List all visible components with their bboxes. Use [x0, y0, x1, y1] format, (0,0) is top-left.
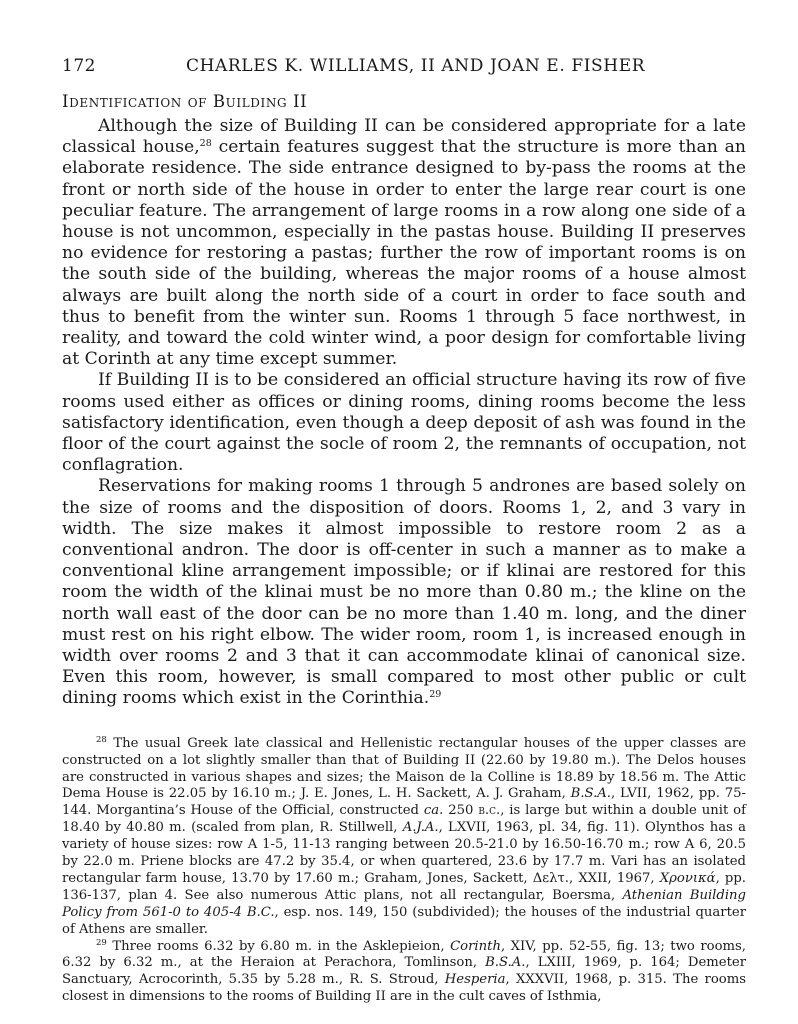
citation-italic: B.S.A.	[570, 786, 611, 802]
citation-italic: Corinth	[450, 938, 501, 954]
running-head	[62, 52, 746, 82]
footnote-ref: 28	[199, 138, 212, 150]
footnote-number: 28	[96, 734, 107, 745]
footnote-28: $^{28}$ The usual Greek late classical and Hellenistic rectangular houses of the upper classes are constructed on a lot slightly smaller than that of Building II (22.60 by 19.80 m.). The Delos houses are constructed in various shapes and sizes; the Maison de la Colline is 18.89 by 18.56 m. The Attic Dema House is 22.05 by 16.10 m.; J. E. Jones, L. H. Sackett, A. J. Graham, B.S.A., LVII, 1962, pp. 75-144. Morgantina’s House of the Official, constructed ca. 250 b.c., is large but within a double unit of 18.40 by 40.80 m. (scaled from plan, R. Stillwell, A.J.A., LXVII, 1963, pl. 34, fig. 11). Olynthos has a variety of house sizes: row A 1-5, 11-13 ranging between 20.5-21.0 by 16.50-16.70 m.; row A 6, 20.5 by 22.0 m. Priene blocks are 47.2 by 35.4, or when quartered, 23.6 by 17.7 m. Vari has an isolated rectangular farm house, 13.70 by 17.60 m.; Graham, Jones, Sackett, Δελτ., XXII, 1967, Χρονικά, pp. 136-137, plan 4. See also numerous Attic plans, not all rectangular, Boersma, Athenian Building Policy from 561-0 to 405-4 B.C., esp. nos. 149, 150 (subdivided); the houses of the industrial quarter of Athens are smaller.	[62, 734, 746, 937]
paragraph	[62, 476, 746, 709]
paragraph	[62, 116, 746, 370]
journal-page	[62, 52, 746, 1006]
greek-citation: Δελτ.	[532, 870, 569, 886]
era-abbrev: b.c.	[478, 803, 501, 819]
citation-italic: ca.	[423, 803, 444, 819]
paragraph-text: If Building II is to be considered an official structure having its row of five rooms used either as offices or dining rooms, dining rooms become the less satisfactory identification, even though a deep deposit of ash was found in the floor of the court against the socle of room 2, the remnants of occupation, not conflagration.	[62, 370, 746, 476]
body-text	[62, 116, 746, 710]
citation-italic: A.J.A.	[402, 820, 439, 836]
citation-italic: Athenian Building Policy from 561-0 to 405-4 B.C.	[62, 887, 746, 920]
footnotes	[62, 736, 746, 1007]
paragraph	[62, 370, 746, 476]
greek-citation: Χρονικά	[659, 870, 716, 886]
page-number: 172	[62, 56, 96, 76]
citation-italic: Hesperia	[444, 972, 506, 988]
footnote-number: 29	[96, 937, 107, 948]
citation-italic: B.S.A.	[485, 955, 526, 971]
section-heading: Identification of Building II	[62, 92, 308, 111]
paragraph-text: certain features suggest that the structure is more than an elaborate residence. The side entrance designed to by-pass the rooms at the front or north side of the house in order to enter the large rear court is one peculiar feature. The arrangement of large rooms in a row along one side of a house is not uncommon, especially in the pastas house. Building II preserves no evidence for restoring a pastas; further the row of important rooms is on the south side of the building, whereas the major rooms of a house almost always are built along the north side of a court in order to face south and thus to benefit from the winter sun. Rooms 1 through 5 face northwest, in reality, and toward the cold winter wind, a poor design for comfortable living at Corinth at any time except summer.	[62, 137, 746, 370]
running-head-authors: CHARLES K. WILLIAMS, II AND JOAN E. FISHER	[186, 56, 646, 76]
paragraph-text: Reservations for making rooms 1 through 5 andrones are based solely on the size of rooms and the disposition of doors. Rooms 1, 2, and 3 vary in width. The size makes it almost impossible to restore room 2 as a conventional andron. The door is off-center in such a manner as to make a conventional kline arrangement impossible; or if klinai are restored for this room the width of the klinai must be no more than 0.80 m.; the kline on the north wall east of the door can be no more than 1.40 m. long, and the diner must rest on his right elbow. The wider room, room 1, is increased enough in width over rooms 2 and 3 that it can accommodate klinai of canonical size. Even this room, however, is small compared to most other public or cult dining rooms which exist in the Corinthia.	[62, 476, 746, 709]
footnote-29: $^{29}$ Three rooms 6.32 by 6.80 m. in the Asklepieion, Corinth, XIV, pp. 52-55, fig. 13; two rooms, 6.32 by 6.32 m., at the Heraion at Perachora, Tomlinson, B.S.A., LXIII, 1969, p. 164; Demeter Sanctuary, Acrocorinth, 5.35 by 5.28 m., R. S. Stroud, Hesperia, XXXVII, 1968, p. 315. The rooms closest in dimensions to the rooms of Building II are in the cult caves of Isthmia,	[62, 937, 747, 1005]
footnote-ref: 29	[429, 689, 442, 701]
paragraph-text: Although the size of Building II can be considered appropriate for a late classical house,	[62, 116, 746, 158]
